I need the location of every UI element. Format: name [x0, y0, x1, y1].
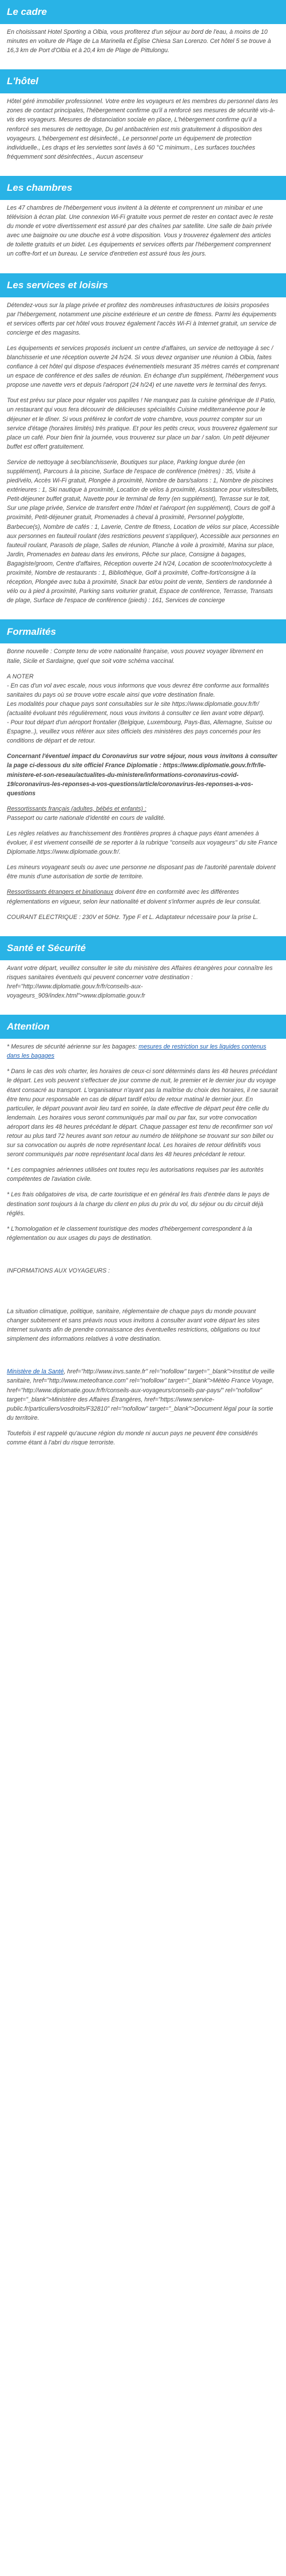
- formalites-note-heading: A NOTER: [7, 673, 34, 680]
- formalites-coronavirus: Concernant l'éventuel impact du Coronavirus sur votre séjour, nous vous invitons à consulter la page ci-dessous du site officiel France Diplomatie : https://www.diplomatie.gouv.fr/fr/le-ministere-et-son-reseau/actualites-du-ministere/informations-coronavirus-covid-19/coronavirus-les-reponses-a-vos-questions/article/coronavirus-les-reponses-a-vos-questions: [7, 753, 277, 797]
- formalites-mineurs: Les mineurs voyageant seuls ou avec une personne ne disposant pas de l'autorité parentale doivent être munis d'une autorisation de sortie de territoire.: [7, 864, 276, 881]
- services-text-4: Service de nettoyage à sec/blanchisserie, Boutiques sur place, Parking longue durée (en supplément), Parcours à la piscine, Surface de l'espace de conférence (mètres) : 35, Visite à pied/vélo, Accès Wi-Fi gratuit, Plongée à proximité, Nombre de bars/salons : 1, Nombre de piscines extérieures : 1, Ski nautique à proximité, Location de vélos à proximité, Assistance pour visites/billets, Petit-déjeuner buffet gratuit, Navette pour le terminal de ferry (en supplément), Terrasse sur le toit, Sur une plage privée, Service de transfert entre l'hôtel et l'aéroport (en supplément), Cours de golf à proximité, Petit-déjeuner gratuit, Promenades à cheval à proximité, Personnel polyglotte, Barbecue(s), Nombre de cafés : 1, Laverie, Centre de fitness, Location de vélos sur place, Accessible aux personnes en fauteuil roulant (des restrictions peuvent s'appliquer), Accessible aux personnes en fauteuil roulant, Parasols de plage, Salles de réunion, Planche à voile à proximité, Marina sur place, Jardin, Promenades en bateau dans les environs, Pêche sur place, Consigne à bagages, Bagagiste/groom, Centre d'affaires, Réception ouverte 24 h/24, Location de scooter/motocyclette à proximité, Nombre de restaurants : 1, Bibliothèque, Golf à proximité, Coffre-fort/consigne à la réception, Plongée avec tuba à proximité, Snack bar et/ou point de vente, Sentiers de randonnée à vélo ou à pied à proximité, Parking sans voiturier gratuit, Espace de conférence, Terrasse, Transats de plage, Surface de l'espace de conférence (pieds) : 161, Services de concierge: [7, 458, 279, 604]
- attention-section: [0, 1042, 286, 1462]
- ministere-sante-link[interactable]: Ministère de la Santé: [7, 1368, 64, 1376]
- spacer: [7, 1249, 279, 1266]
- services-text-2: Les équipements et services proposés incluent un centre d'affaires, un service de nettoyage à sec / blanchisserie et une réception ouverte 24 h/24. Si vous devez organiser une réunion à Olbia, faites confiance à cet hôtel qui dispose d'espaces événementiels mesurant 35 mètres carrés et comprenant un espace de conférence et des salles de réunion. En échange d'un supplément, l'hébergement vous propose une navette vers et depuis l'aéroport (24 h/24) et une navette vers le terminal des ferrys.: [7, 344, 279, 389]
- sante-text: Avant votre départ, veuillez consulter le site du ministère des Affaires étrangères pour connaître les risques sanitaires éventuels qui peuvent concerner votre destination : href="http://www.diplomatie.gouv.fr/fr/conseils-aux-voyageurs_909/index.html">www.diplomatie.gouv.fr: [7, 964, 273, 1000]
- formalites-etrangers-text: doivent être en conformité avec les différentes réglementations en vigueur, selon leur nationalité et doivent s'informer auprès de leur consulat.: [7, 889, 261, 905]
- hotel-section: [0, 97, 286, 176]
- attention-bagages: [7, 1042, 279, 1061]
- sante-header: [0, 936, 286, 960]
- cadre-header: [0, 0, 286, 24]
- formalites-note: [7, 672, 279, 746]
- formalites-note-line-3: - Pour tout départ d'un aéroport frontalier (Belgique, Luxembourg, Pays-Bas, Allemagne, Suisse ou Espagne..), veuillez vous référer aux sites officiels des ministères des pays concernés pour les conditions de départ et de retour.: [7, 719, 272, 745]
- cadre-text: En choisissant Hotel Sporting a Olbia, vous profiterez d'un séjour au bord de l'eau, à moins de 10 minutes en voiture de Plage de La Marinella et Église Chiesa San Lorenzo. Cet hôtel 5 se trouve à 16,3 km de Port d'Olbia et à 20,4 km de Plage de Pittulongu.: [7, 29, 271, 54]
- attention-homologation: * L'homologation et le classement touristique des modes d'hébergement correspondent à la réglementation ou aux usages du pays de destination.: [7, 1225, 252, 1242]
- services-header: [0, 273, 286, 297]
- formalites-etrangers-heading: Ressortissants étrangers et binationaux: [7, 889, 114, 896]
- chambres-text: Les 47 chambres de l'hébergement vous invitent à la détente et comprennent un minibar et une télévision à écran plat. Une connexion Wi-Fi gratuite vous permet de rester en contact avec le reste du monde et votre divertissement est assuré par des chaînes par satellite. Une salle de bain privée avec une baignoire ou une douche est à votre disposition. Vous y trouverez également des articles de toilette gratuits et un bidet. Les équipements et services offerts par l'hébergement comprennent un coffre-fort et un bureau. Le service d'entretien est assuré tous les jours.: [7, 204, 273, 258]
- attention-bagages-label: * Mesures de sécurité aérienne sur les bagages:: [7, 1043, 139, 1051]
- formalites-frontieres-line-1: Les règles relatives au franchissement des frontières propres à chaque pays étant amenées à évoluer, il est vivement conseillé de se reporter à la rubrique "conseils aux voyageurs" du site France: [7, 830, 277, 847]
- hotel-title: L'hôtel: [7, 76, 39, 87]
- cadre-section: [0, 28, 286, 69]
- informations-voyageurs-text: La situation climatique, politique, sanitaire, réglementaire de chaque pays du monde pouvant changer subitement et sans préavis nous vous invitons à consulter avant votre départ les sites Internet suivants afin de prendre connaissance des éventuelles restrictions, obligations ou tout simplement des informations relatives à votre destination.: [7, 1308, 260, 1343]
- liens-utiles-text: , href="http://www.invs.sante.fr" rel="nofollow" target="_blank">Institut de veille sanitaire, href="http://www.meteofrance.com" rel="nofollow" target="_blank">Météo France Voyage, href="http://www.diplomatie.gouv.fr/fr/conseils-aux-voyageurs/conseils-par-pays/" rel="nofollow" target="_blank">Ministère des Affaires Étrangères, href="https://www.service-public.fr/particuliers/vosdroits/F32810" rel="nofollow" target="_blank">Document légal pour la sortie du territoire.: [7, 1368, 275, 1421]
- formalites-note-line-1: - En cas d'un vol avec escale, nous vous informons que vous devrez être conforme aux formalités sanitaires du pays où se trouve votre escale ainsi que votre destination finale.: [7, 682, 269, 698]
- hotel-text: Hôtel géré immobilier professionnel. Votre entre les voyageurs et les membres du personnel dans les zones de contact principales, l'hébergement confirme qu'il a renforcé ses mesures de sécurité vis-à-vis des voyageurs. Mesures de distanciation sociale en place, L'hébergement confirme qu'il a renforcé ses mesures de nettoyage, Du gel antibactérien est mis gratuitement à disposition des voyageurs. L'hébergement est désinfecté., Le personnel porte un équipement de protection individuelle., Les draps et les serviettes sont lavés à 60 °C minimum., Les surfaces touchées fréquemment sont désinfectées., Aucun ascenseur: [7, 98, 279, 160]
- attention-vols-charter: * Dans le cas des vols charter, les horaires de ceux-ci sont déterminés dans les 48 heures précédant le départ. Les vols peuvent s'effectuer de jour comme de nuit, le premier et le dernier jour du voyage étant consacré au transport. L'organisateur n'ayant pas la maîtrise du choix des horaires, il ne saurait être tenu pour responsable en cas de départ tardif et/ou de retour matinal le dernier jour. En particulier, le départ pouvant avoir lieu tard en soirée, la date effective de départ peut être celle du lendemain. Les horaires vous seront communiqués par mail ou par fax, sur votre convocation aéroport dans les 48 heures précédant le départ. Chaque passager est tenu de reconfirmer son vol retour au plus tard 72 heures avant son retour au numéro de téléphone se trouvant sur son billet ou sur sa convocation ou auprès de notre représentant local. Les horaires de retour définitifs vous seront communiqués par notre représentant local dans les 48 heures précédant le retour.: [7, 1068, 278, 1159]
- chambres-title: Les chambres: [7, 182, 73, 194]
- chambres-section: [0, 203, 286, 273]
- formalites-frontieres-line-2: Diplomatie.https://www.diplomatie.gouv.fr/.: [7, 849, 121, 856]
- liquides-restriction-link[interactable]: mesures de restriction sur les liquides contenus dans les bagages: [7, 1043, 267, 1060]
- formalites-ressortissants: [7, 804, 279, 823]
- formalites-frontieres: [7, 829, 279, 857]
- formalites-section: [0, 647, 286, 936]
- formalites-header: [0, 619, 286, 643]
- attention-frais: * Les frais obligatoires de visa, de carte touristique et en général les frais d'entrée dans le pays de destination sont toujours à la charge du client en plus du prix du vol, du séjour ou du circuit déjà réglés.: [7, 1191, 269, 1217]
- formalites-note-line-2: Les modalités pour chaque pays sont consultables sur le site https://www.diplomatie.gouv.fr/fr/ (actualité évoluant très régulièrement, nous vous invitons à consulter ce lien avant votre départ).: [7, 700, 265, 717]
- sante-title: Santé et Sécurité: [7, 942, 86, 953]
- cadre-title: Le cadre: [7, 6, 47, 18]
- spacer: [7, 1350, 279, 1367]
- formalites-title: Formalités: [7, 626, 56, 637]
- risque-terroriste-text: Toutefois il est rappelé qu'aucune région du monde ni aucun pays ne peuvent être considérés comme étant à l'abri du risque terroriste.: [7, 1430, 258, 1447]
- formalites-courant: COURANT ELECTRIQUE : 230V et 50Hz. Type F et L. Adaptateur nécessaire pour la prise L.: [7, 913, 259, 921]
- attention-title: Attention: [7, 1021, 50, 1032]
- attention-header: [0, 1015, 286, 1039]
- chambres-header: [0, 176, 286, 200]
- services-text-1: Détendez-vous sur la plage privée et profitez des nombreuses infrastructures de loisirs proposées par l'hébergement, notamment une piscine extérieure et un centre de fitness. Parmi les équipements et services offerts par cet hôtel vous trouvez également l'accès Wi-Fi à Internet gratuit, un service de concierge et des magasins.: [7, 301, 277, 336]
- spacer: [7, 1282, 279, 1307]
- services-text-3: Tout est prévu sur place pour régaler vos papilles ! Ne manquez pas la cuisine générique de Il Patio, un restaurant qui vous fera découvrir de délicieuses spécialités Cuisine méditerranéenne pour le déjeuner et le dîner. Si vous préférez le confort de votre chambre, vous pourrez compter sur un service d'étage (horaires limités) très pratique. Et pour les petits creux, vous trouverez également sur place un café. Pour bien finir la journée, vous trouverez sur place un bar / salon. Un petit déjeuner buffet est offert gratuitement.: [7, 397, 278, 450]
- formalites-ressortissants-doc: Passeport ou carte nationale d'identité en cours de validité.: [7, 814, 166, 822]
- informations-voyageurs-heading: INFORMATIONS AUX VOYAGEURS :: [7, 1267, 110, 1274]
- attention-compagnies: * Les compagnies aériennes utilisées ont toutes reçu les autorisations requises par les autorités compétentes de l'aviation civile.: [7, 1167, 264, 1183]
- hotel-header: [0, 69, 286, 93]
- formalites-etrangers: [7, 888, 279, 906]
- formalites-ressortissants-heading: Ressortissants français (adultes, bébés et enfants) :: [7, 805, 146, 812]
- sante-section: [0, 964, 286, 1015]
- formalites-text-1: Bonne nouvelle : Compte tenu de votre nationalité française, vous pouvez voyager librement en Italie, Sicile et Sardaigne, quel que soit votre schéma vaccinal.: [7, 648, 264, 665]
- services-title: Les services et loisirs: [7, 279, 108, 290]
- services-section: [0, 301, 286, 620]
- liens-utiles: [7, 1367, 279, 1423]
